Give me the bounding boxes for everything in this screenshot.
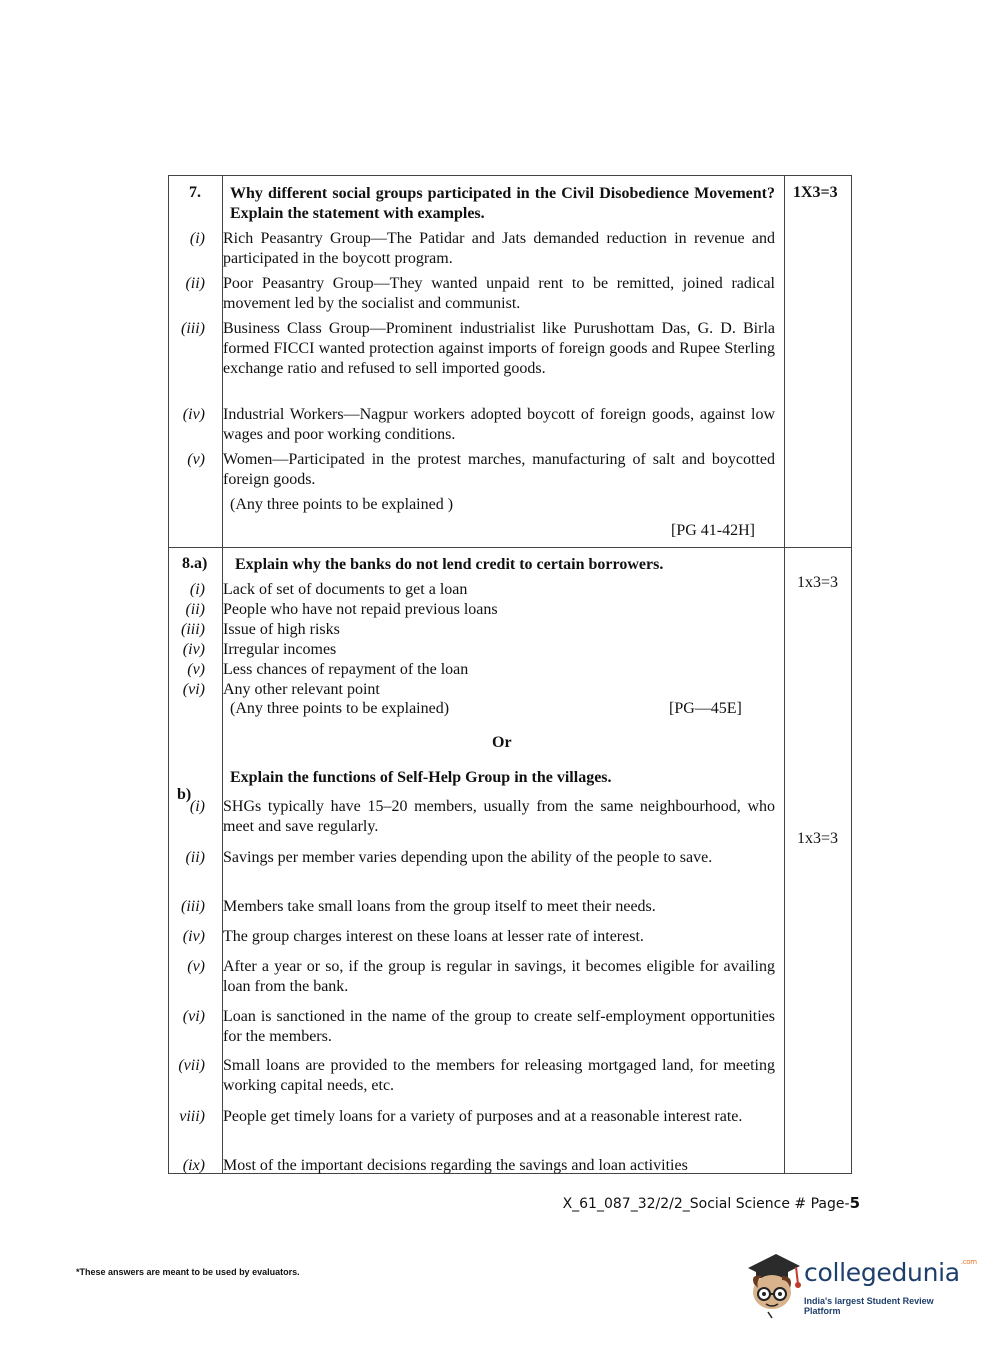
point-number: (i) <box>189 581 205 598</box>
point-number: (vi) <box>182 681 205 698</box>
logo-suffix: .com <box>960 1258 977 1266</box>
point-text: After a year or so, if the group is regular in savings, it becomes eligible for availing loan from the bank. <box>223 958 775 995</box>
question-number: 8.a) <box>182 555 208 572</box>
point-number: (i) <box>189 798 205 815</box>
point-text: Any other relevant point <box>223 681 380 698</box>
page-number: 5 <box>849 1194 860 1212</box>
point-number: (ix) <box>182 1157 205 1174</box>
point-text: Most of the important decisions regarding the savings and loan activities <box>223 1157 688 1174</box>
point-text: Rich Peasantry Group—The Patidar and Jats demanded reduction in revenue and participated in the boycott program. <box>223 230 775 267</box>
point-number: (v) <box>187 661 205 678</box>
evaluator-disclaimer: *These answers are meant to be used by evaluators. <box>76 1267 300 1277</box>
point-text: People get timely loans for a variety of purposes and at a reasonable interest rate. <box>223 1108 743 1125</box>
page-reference: [PG—45E] <box>669 700 742 717</box>
instruction-note: (Any three points to be explained ) <box>230 496 454 513</box>
point-text: Loan is sanctioned in the name of the group to create self-employment opportunities for the members. <box>223 1008 775 1045</box>
or-separator: Or <box>492 734 512 751</box>
answer-point <box>182 405 775 445</box>
answer-point <box>181 620 775 640</box>
logo-wordmark: collegedunia$^{.com}$ <box>804 1258 977 1287</box>
answer-point <box>182 640 775 660</box>
answer-table <box>168 175 852 1174</box>
point-number: (v) <box>187 451 205 468</box>
point-number: (vi) <box>182 1008 205 1025</box>
question-text: Explain why the banks do not lend credit to certain borrowers. <box>235 556 664 573</box>
point-number: (ii) <box>185 849 205 866</box>
point-number: (ii) <box>185 601 205 618</box>
point-number: (vii) <box>178 1057 205 1074</box>
point-text: Industrial Workers—Nagpur workers adopted boycott of foreign goods, against low wages and poor working conditions. <box>223 406 775 443</box>
point-text: Members take small loans from the group itself to meet their needs. <box>223 898 656 915</box>
answer-point <box>181 897 775 917</box>
point-text: Poor Peasantry Group—They wanted unpaid rent to be remitted, joined radical movement led by the socialist and communist. <box>223 275 775 312</box>
answer-point <box>182 680 775 700</box>
answer-point <box>187 450 775 490</box>
answer-point <box>182 1007 775 1047</box>
point-number: (iv) <box>182 928 205 945</box>
point-number: (iv) <box>182 641 205 658</box>
question-text: Why different social groups participated in the Civil Disobedience Movement? Explain the statement with examples. <box>230 185 775 222</box>
answer-point <box>179 1107 775 1127</box>
answer-point <box>187 660 775 680</box>
point-text: Women—Participated in the protest marches, manufacturing of salt and boycotted foreign goods. <box>223 451 775 488</box>
point-text: Issue of high risks <box>223 621 340 638</box>
answer-point <box>185 600 775 620</box>
answer-point <box>182 927 775 947</box>
point-number: (iii) <box>181 320 205 337</box>
question-number: b) <box>177 786 192 803</box>
footer-code: X_61_087_32/2/2_Social Science # Page- <box>562 1196 850 1212</box>
point-number: (iii) <box>181 621 205 638</box>
logo-tagline: India's largest Student Review Platform <box>804 1296 934 1316</box>
point-text: Lack of set of documents to get a loan <box>223 581 468 598</box>
answer-point <box>189 797 775 837</box>
point-number: (iii) <box>181 898 205 915</box>
point-number: (i) <box>189 230 205 247</box>
point-number: viii) <box>179 1108 205 1125</box>
instruction-note: (Any three points to be explained) <box>230 700 450 717</box>
point-text: Savings per member varies depending upon the ability of the people to save. <box>223 849 713 866</box>
page-reference: [PG 41-42H] <box>671 522 755 539</box>
page-footer <box>563 1194 860 1212</box>
answer-point <box>189 580 775 600</box>
answer-point <box>185 274 775 314</box>
answer-point <box>178 1056 775 1096</box>
column-divider <box>784 176 785 1173</box>
answer-point <box>185 848 775 868</box>
point-text: Less chances of repayment of the loan <box>223 661 469 678</box>
answer-point <box>187 957 775 997</box>
point-number: (iv) <box>182 406 205 423</box>
answer-point <box>182 1156 775 1176</box>
point-number: (v) <box>187 958 205 975</box>
point-text: Irregular incomes <box>223 641 337 658</box>
marks-label: 1X3=3 <box>793 184 838 201</box>
point-text: Business Class Group—Prominent industrialist like Purushottam Das, G. D. Birla formed FICCI wanted protection against imports of foreign goods and Rupee Sterling exchange ratio and refused to sell imported goods. <box>223 320 775 377</box>
question-number: 7. <box>189 184 201 201</box>
collegedunia-logo <box>742 1250 977 1320</box>
mascot-icon <box>742 1250 802 1320</box>
question-text: Explain the functions of Self-Help Group in the villages. <box>230 769 612 786</box>
answer-point <box>189 229 775 269</box>
marks-label: 1x3=3 <box>797 830 839 847</box>
marks-label: 1x3=3 <box>797 574 839 591</box>
point-number: (ii) <box>185 275 205 292</box>
row-divider <box>169 547 851 548</box>
point-text: People who have not repaid previous loans <box>223 601 498 618</box>
answer-point <box>181 319 775 379</box>
point-text: SHGs typically have 15–20 members, usually from the same neighbourhood, who meet and save regularly. <box>223 798 775 835</box>
point-text: The group charges interest on these loans at lesser rate of interest. <box>223 928 644 945</box>
point-text: Small loans are provided to the members for releasing mortgaged land, for meeting working capital needs, etc. <box>223 1057 775 1094</box>
